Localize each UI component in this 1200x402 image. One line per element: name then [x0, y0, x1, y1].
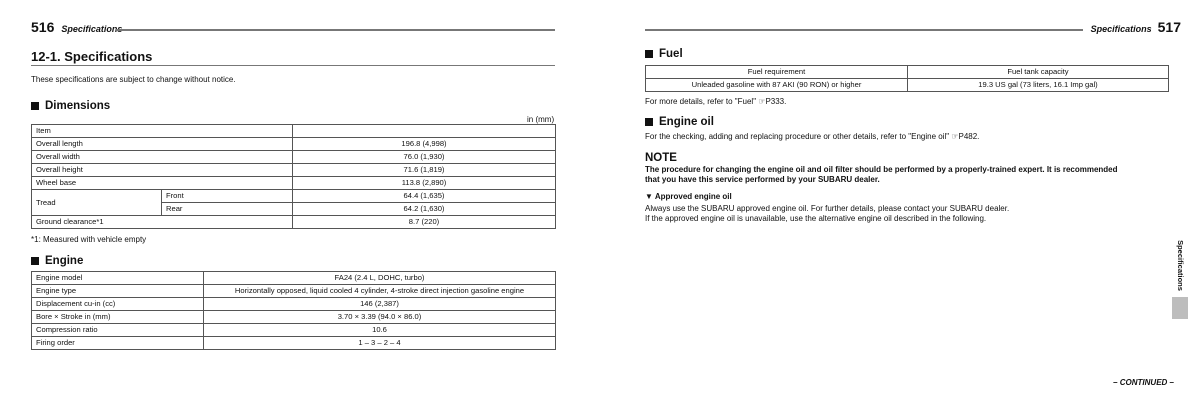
table-row: [32, 190, 556, 203]
unit-note: in (mm): [527, 115, 555, 124]
row-value: 64.2 (1,630): [293, 203, 556, 216]
title-rule: [31, 65, 555, 66]
dimensions-heading: [31, 100, 110, 112]
table-row: [32, 324, 556, 337]
dimensions-title: Dimensions: [45, 100, 111, 112]
engine-oil-text: For the checking, adding and replacing procedure or other details, refer to "Engine oil" ☞P482.: [645, 132, 980, 141]
page-title: 12-1. Specifications: [31, 49, 153, 64]
engine-title: Engine: [45, 255, 84, 267]
row-value: Horizontally opposed, liquid cooled 4 cylinder, 4-stroke direct injection gasoline engine: [204, 285, 556, 298]
table-row: [32, 164, 556, 177]
fuel-more-details: For more details, refer to "Fuel" ☞P333.: [645, 97, 787, 106]
continued-label: – CONTINUED –: [1113, 378, 1174, 387]
table-row: [32, 138, 556, 151]
square-bullet-icon: [31, 102, 39, 110]
row-value: FA24 (2.4 L, DOHC, turbo): [204, 272, 556, 285]
engine-oil-title: Engine oil: [659, 116, 714, 128]
row-value: 76.0 (1,930): [293, 151, 556, 164]
col-header-fuel-tank: Fuel tank capacity: [908, 66, 1169, 79]
note-title: NOTE: [645, 152, 677, 164]
row-value: 64.4 (1,635): [293, 190, 556, 203]
approved-oil-line-2: If the approved engine oil is unavailable, use the alternative engine oil described in the following.: [645, 214, 987, 223]
table-row: [32, 216, 556, 229]
header-section: Specifications: [61, 24, 123, 34]
page-header-right: [1091, 20, 1181, 34]
side-tab-specifications: [1172, 236, 1188, 294]
footnote: *1: Measured with vehicle empty: [31, 235, 147, 244]
row-value: 1 – 3 – 2 – 4: [204, 337, 556, 350]
table-header-empty: [293, 125, 556, 138]
row-value: 8.7 (220): [293, 216, 556, 229]
table-row: [32, 298, 556, 311]
table-row: [32, 311, 556, 324]
header-rule: [645, 29, 1083, 31]
table-row: [646, 66, 1169, 79]
sub-label: Rear: [162, 203, 293, 216]
fuel-tank-value: 19.3 US gal (73 liters, 16.1 Imp gal): [908, 79, 1169, 92]
side-tab-label: Specifications: [1175, 239, 1185, 291]
square-bullet-icon: [31, 257, 39, 265]
page-header-left: [31, 20, 122, 34]
fuel-requirement-value: Unleaded gasoline with 87 AKI (90 RON) or higher: [646, 79, 908, 92]
row-label: Wheel base: [32, 177, 293, 190]
side-tab-marker: [1172, 297, 1188, 319]
fuel-heading: [645, 48, 683, 60]
row-value: 113.8 (2,890): [293, 177, 556, 190]
table-row: [32, 272, 556, 285]
table-row: [32, 151, 556, 164]
row-label: Bore × Stroke in (mm): [32, 311, 204, 324]
note-body-line-2: that you have this service performed by your SUBARU dealer.: [645, 175, 880, 184]
table-header-item: Item: [32, 125, 293, 138]
dimensions-table: [31, 124, 556, 229]
engine-oil-heading: [645, 116, 714, 128]
table-row: [32, 285, 556, 298]
row-label: Overall width: [32, 151, 293, 164]
square-bullet-icon: [645, 118, 653, 126]
sub-label: Front: [162, 190, 293, 203]
row-value: 10.6: [204, 324, 556, 337]
page-number: 516: [31, 19, 55, 35]
note-body-line-1: The procedure for changing the engine oil and oil filter should be performed by a properly-trained expert. It is recommended: [645, 165, 1118, 174]
table-row: [32, 125, 556, 138]
row-label: Firing order: [32, 337, 204, 350]
table-row: [32, 177, 556, 190]
col-header-fuel-requirement: Fuel requirement: [646, 66, 908, 79]
table-row: [646, 79, 1169, 92]
intro-text: These specifications are subject to change without notice.: [31, 75, 236, 84]
row-label: Compression ratio: [32, 324, 204, 337]
fuel-table: [645, 65, 1169, 92]
table-row: [32, 337, 556, 350]
fuel-title: Fuel: [659, 48, 683, 60]
row-value: 3.70 × 3.39 (94.0 × 86.0): [204, 311, 556, 324]
row-value: 146 (2,387): [204, 298, 556, 311]
page-number: 517: [1157, 19, 1181, 35]
row-label: Engine type: [32, 285, 204, 298]
row-label: Ground clearance*1: [32, 216, 293, 229]
row-label: Engine model: [32, 272, 204, 285]
row-label: Displacement cu-in (cc): [32, 298, 204, 311]
header-rule: [116, 29, 555, 31]
engine-table: [31, 271, 556, 350]
row-value: 71.6 (1,819): [293, 164, 556, 177]
approved-oil-line-1: Always use the SUBARU approved engine oil. For further details, please contact your SUBARU dealer.: [645, 204, 1010, 213]
row-value: 196.8 (4,998): [293, 138, 556, 151]
row-label: Overall length: [32, 138, 293, 151]
row-label: Overall height: [32, 164, 293, 177]
square-bullet-icon: [645, 50, 653, 58]
approved-oil-title: ▼ Approved engine oil: [645, 192, 732, 201]
row-label: Tread: [32, 190, 162, 216]
header-section: Specifications: [1090, 24, 1152, 34]
engine-heading: [31, 255, 83, 267]
